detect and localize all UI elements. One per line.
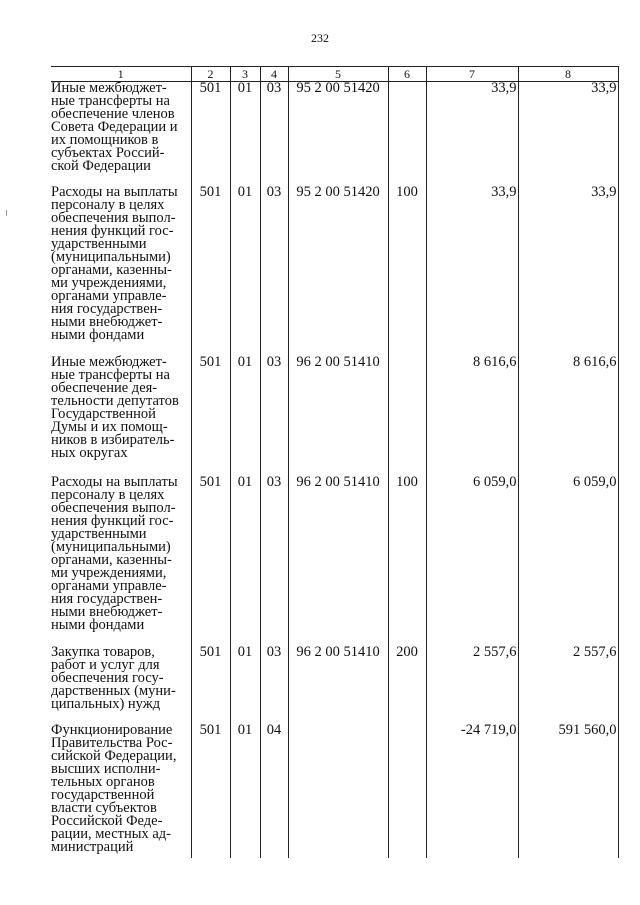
row-name: Закупка товаров, работ и услуг для обеспечения госу-дарственных (муни-ципальных) нужд <box>51 646 191 724</box>
table-row <box>51 356 618 476</box>
row-subsection-code: 03 <box>260 476 288 646</box>
row-target-article <box>288 724 388 858</box>
row-section-code: 01 <box>230 356 260 476</box>
row-amount-total: 6 059,0 <box>518 476 618 646</box>
row-ministry-code: 501 <box>191 186 230 356</box>
row-amount-change: 33,9 <box>426 82 518 187</box>
row-subsection-code: 03 <box>260 186 288 356</box>
table-row <box>51 476 618 646</box>
row-target-article: 95 2 00 51420 <box>288 82 388 187</box>
row-section-code: 01 <box>230 724 260 858</box>
row-subsection-code: 03 <box>260 646 288 724</box>
column-header-amount-total: 8 <box>518 67 618 82</box>
row-name: Иные межбюджет-ные трансферты на обеспечение дея-тельности депутатов Государственной Думы и их помощ-ников в избиратель-ных округах <box>51 356 191 476</box>
scan-margin-mark <box>6 210 7 216</box>
table-row <box>51 724 618 858</box>
row-amount-change: -24 719,0 <box>426 724 518 858</box>
column-header-name: 1 <box>51 67 191 82</box>
column-header-ministry: 2 <box>191 67 230 82</box>
column-header-expense-type: 6 <box>388 67 426 82</box>
row-amount-total: 8 616,6 <box>518 356 618 476</box>
row-subsection-code: 03 <box>260 82 288 187</box>
budget-table <box>51 66 619 858</box>
row-target-article: 96 2 00 51410 <box>288 356 388 476</box>
row-ministry-code: 501 <box>191 82 230 187</box>
row-target-article: 96 2 00 51410 <box>288 476 388 646</box>
page-number: 232 <box>311 31 329 45</box>
row-expense-type <box>388 82 426 187</box>
row-subsection-code: 04 <box>260 724 288 858</box>
row-amount-change: 8 616,6 <box>426 356 518 476</box>
row-expense-type: 100 <box>388 476 426 646</box>
row-ministry-code: 501 <box>191 476 230 646</box>
row-name: Функционирование Правительства Рос-сийской Федерации, высших исполни-тельных органов государственной власти субъектов Российской Феде-рации, местных ад-министраций <box>51 724 191 858</box>
row-section-code: 01 <box>230 186 260 356</box>
row-expense-type <box>388 356 426 476</box>
row-ministry-code: 501 <box>191 356 230 476</box>
row-expense-type: 100 <box>388 186 426 356</box>
table-row <box>51 186 618 356</box>
row-section-code: 01 <box>230 476 260 646</box>
row-section-code: 01 <box>230 646 260 724</box>
row-amount-total: 2 557,6 <box>518 646 618 724</box>
row-subsection-code: 03 <box>260 356 288 476</box>
row-target-article: 96 2 00 51410 <box>288 646 388 724</box>
row-name: Расходы на выплаты персоналу в целях обеспечения выпол-нения функций гос-ударственными (муниципальными) органами, казенны-ми учреждениями, органами управле-ния государствен-ными внебюджет-ными фондами <box>51 186 191 356</box>
table-row <box>51 646 618 724</box>
row-expense-type <box>388 724 426 858</box>
column-header-amount-change: 7 <box>426 67 518 82</box>
row-target-article: 95 2 00 51420 <box>288 186 388 356</box>
column-header-section: 3 <box>230 67 260 82</box>
row-amount-total: 33,9 <box>518 186 618 356</box>
row-amount-change: 2 557,6 <box>426 646 518 724</box>
row-name: Расходы на выплаты персоналу в целях обеспечения выпол-нения функций гос-ударственными (муниципальными) органами, казенны-ми учреждениями, органами управле-ния государствен-ными внебюджет-ными фондами <box>51 476 191 646</box>
row-name: Иные межбюджет-ные трансферты на обеспечение членов Совета Федерации и их помощников в субъектах Россий-ской Федерации <box>51 82 191 187</box>
row-ministry-code: 501 <box>191 646 230 724</box>
row-ministry-code: 501 <box>191 724 230 858</box>
row-amount-change: 6 059,0 <box>426 476 518 646</box>
column-header-target-article: 5 <box>288 67 388 82</box>
row-section-code: 01 <box>230 82 260 187</box>
row-expense-type: 200 <box>388 646 426 724</box>
row-amount-total: 591 560,0 <box>518 724 618 858</box>
column-header-subsection: 4 <box>260 67 288 82</box>
row-amount-change: 33,9 <box>426 186 518 356</box>
table-row <box>51 82 618 187</box>
row-amount-total: 33,9 <box>518 82 618 187</box>
